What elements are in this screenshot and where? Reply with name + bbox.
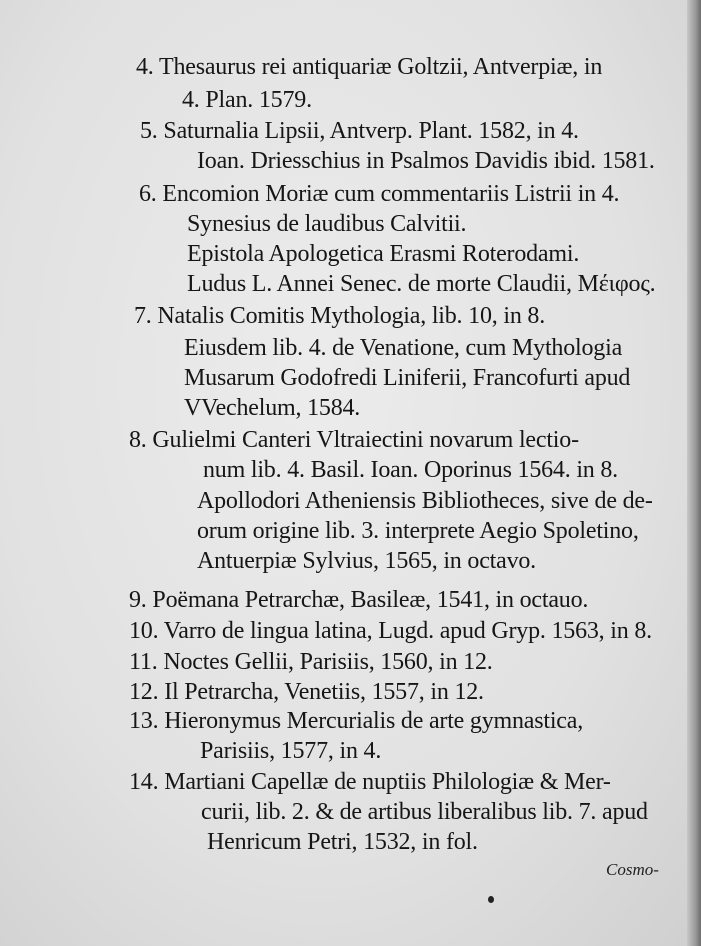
entry-7-line-1: 7. Natalis Comitis Mythologia, lib. 10, in 8. (134, 303, 546, 329)
entry-number: 11. (129, 649, 158, 675)
entry-12-line-1: 12. Il Petrarcha, Venetiis, 1557, in 12. (129, 679, 484, 705)
entry-13-line-2: Parisiis, 1577, in 4. (200, 738, 382, 764)
entry-8-line-4: orum origine lib. 3. interprete Aegio Spoletino, (197, 518, 639, 544)
entry-8-line-1: 8. Gulielmi Canteri Vltraiectini novarum lectio- (129, 427, 579, 453)
entry-number: 14. (129, 769, 159, 795)
entry-number: 5. (140, 118, 158, 144)
entry-6-line-2: Synesius de laudibus Calvitii. (187, 211, 467, 237)
entry-8-line-2: num lib. 4. Basil. Ioan. Oporinus 1564. in 8. (203, 457, 618, 483)
entry-number: 13. (129, 708, 159, 734)
entry-14-line-2: curii, lib. 2. & de artibus liberalibus lib. 7. apud (201, 799, 648, 825)
entry-9-line-1: 9. Poëmana Petrarchæ, Basileæ, 1541, in octauo. (129, 587, 589, 613)
page-edge-shadow (687, 0, 701, 946)
entry-number: 9. (129, 587, 147, 613)
entry-4-line-2: 4. Plan. 1579. (182, 87, 312, 113)
entry-6-line-1: 6. Encomion Moriæ cum commentariis Listrii in 4. (139, 181, 620, 207)
ink-dot (488, 896, 494, 903)
entry-8-line-3: Apollodori Atheniensis Bibliotheces, sive de de- (197, 488, 653, 514)
entry-6-line-4: Ludus L. Annei Senec. de morte Claudii, Μέιφος. (187, 271, 656, 297)
entry-7-line-3: Musarum Godofredi Liniferii, Francofurti apud (184, 365, 631, 391)
entry-number: 6. (139, 181, 157, 207)
entry-7-line-2: Eiusdem lib. 4. de Venatione, cum Mythologia (184, 335, 623, 361)
entry-number: 7. (134, 303, 152, 329)
entry-10-line-1: 10. Varro de lingua latina, Lugd. apud Gryp. 1563, in 8. (129, 618, 652, 644)
entry-8-line-5: Antuerpiæ Sylvius, 1565, in octavo. (197, 548, 536, 574)
entry-6-line-3: Epistola Apologetica Erasmi Roterodami. (187, 241, 580, 267)
entry-14-line-1: 14. Martiani Capellæ de nuptiis Philologiæ & Mer- (129, 769, 611, 795)
entry-5-line-1: 5. Saturnalia Lipsii, Antverp. Plant. 1582, in 4. (140, 118, 579, 144)
entry-13-line-1: 13. Hieronymus Mercurialis de arte gymnastica, (129, 708, 584, 734)
entry-number: 8. (129, 427, 147, 453)
entry-number: 10. (129, 618, 159, 644)
entry-number: 12. (129, 679, 159, 705)
entry-14-line-3: Henricum Petri, 1532, in fol. (207, 829, 478, 855)
entry-5-line-2: Ioan. Driesschius in Psalmos Davidis ibid. 1581. (197, 148, 655, 174)
entry-11-line-1: 11. Noctes Gellii, Parisiis, 1560, in 12. (129, 649, 493, 675)
entry-4-line-1: 4. Thesaurus rei antiquariæ Goltzii, Antverpiæ, in (136, 54, 603, 80)
entry-number: 4. (136, 54, 154, 80)
entry-7-line-4: VVechelum, 1584. (184, 395, 361, 421)
catchword: Cosmo- (606, 860, 659, 879)
